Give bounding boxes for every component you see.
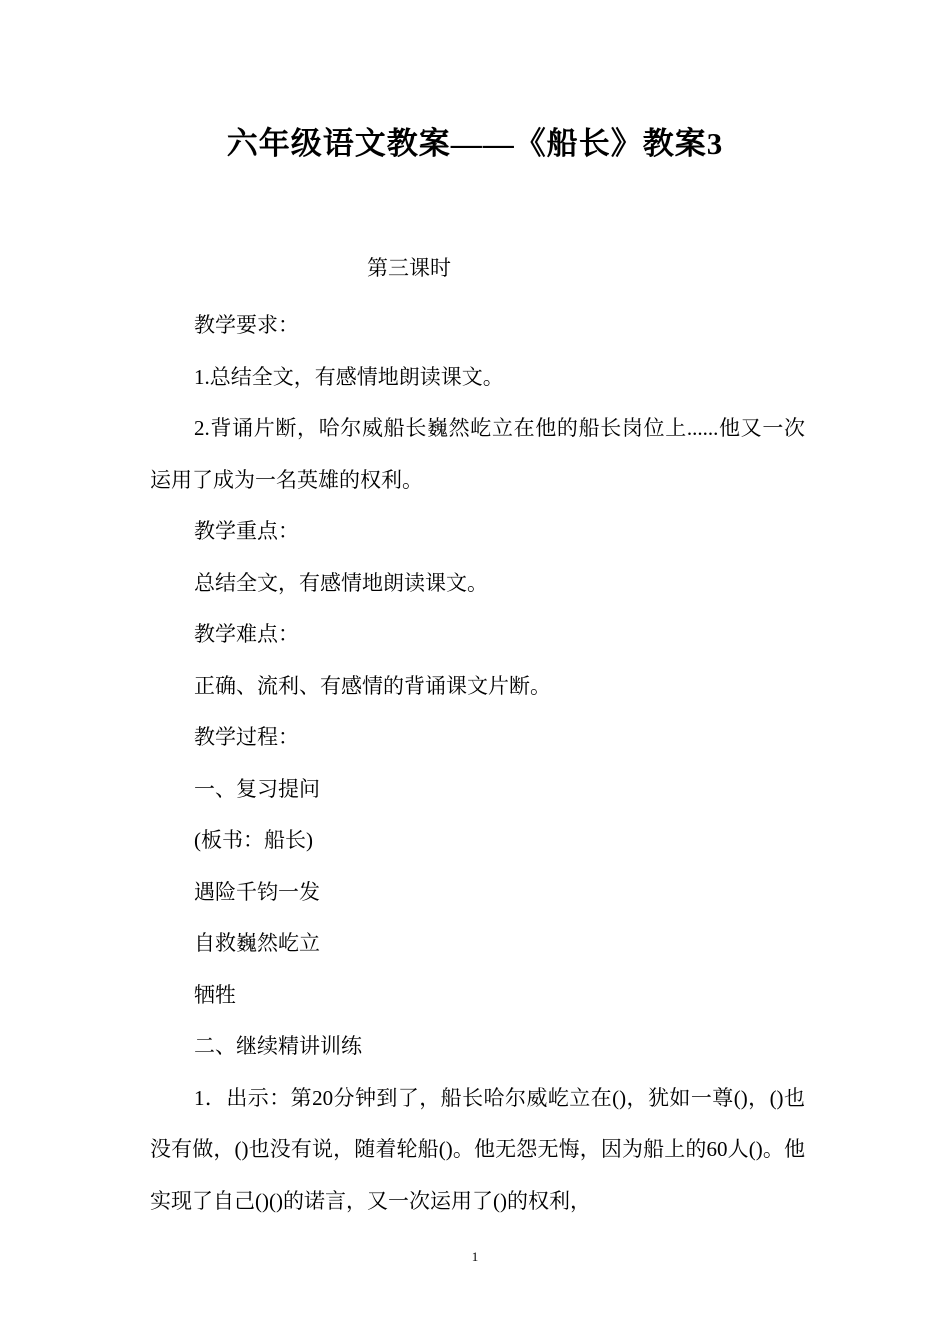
paragraph-teaching-requirements-heading: 教学要求： — [194, 313, 299, 337]
paragraph-difficulties: 正确、流利、有感情的背诵课文片断。 — [194, 673, 551, 698]
page-number: 1 — [471, 1249, 479, 1264]
paragraph-requirement-1: 1.总结全文，有感情地朗读课文。 — [194, 364, 504, 389]
paragraph-board-line-1: 遇险千钧一发 — [194, 879, 320, 904]
document-body — [150, 300, 805, 1227]
paragraph-key-points: 总结全文，有感情地朗读课文。 — [194, 570, 488, 595]
paragraph-difficulties-heading: 教学难点： — [194, 622, 299, 646]
paragraph-training-heading: 二、继续精讲训练 — [194, 1034, 362, 1058]
document-title: 六年级语文教案——《船长》教案3 — [226, 126, 724, 161]
lesson-subtitle: 第三课时 — [367, 256, 451, 280]
paragraph-review-heading: 一、复习提问 — [194, 776, 320, 801]
paragraph-board-writing: (板书：船长) — [194, 828, 313, 852]
paragraph-board-line-2: 自救巍然屹立 — [194, 931, 320, 955]
paragraph-requirement-2: 2.背诵片断，哈尔威船长巍然屹立在他的船长岗位上......他又一次运用了成为一名英雄的权利。 — [150, 416, 805, 492]
paragraph-process-heading: 教学过程： — [194, 725, 299, 749]
paragraph-key-points-heading: 教学重点： — [194, 519, 299, 543]
paragraph-exercise-1: 1．出示：第20分钟到了，船长哈尔威屹立在()，犹如一尊()，()也没有做，()也没有说，随着轮船()。他无怨无悔，因为船上的60人()。他实现了自己()()的诺言，又一次运用了()的权利， — [150, 1085, 805, 1213]
paragraph-board-line-3: 牺牲 — [194, 982, 236, 1007]
